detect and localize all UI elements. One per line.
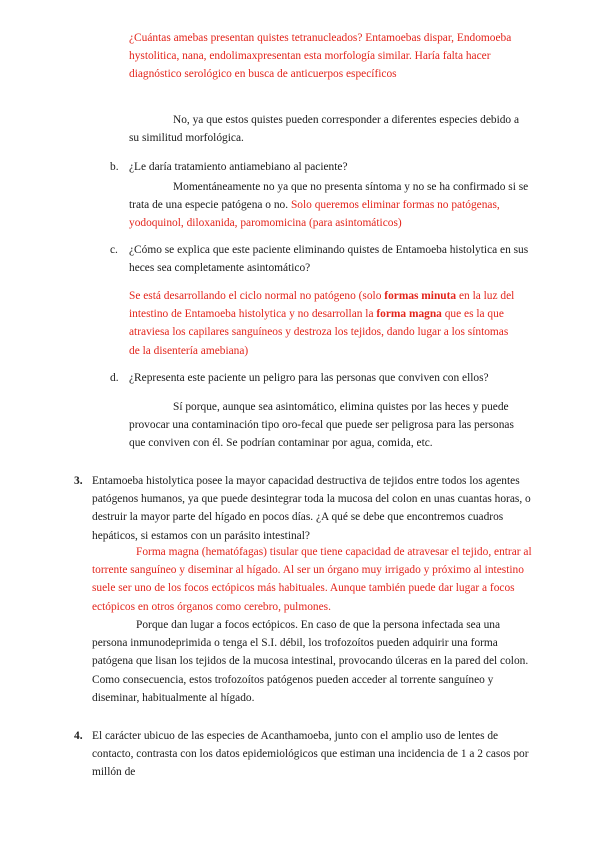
question-b: ¿Le daría tratamiento antiamebiano al paciente? <box>129 161 348 173</box>
item-c-label: c. <box>110 244 118 256</box>
answer-c-red <box>129 287 521 360</box>
section-3-number: 3. <box>74 475 83 487</box>
answer-c-red-3: que es la que atraviesa los capilares sanguíneos y destroza los tejidos, dando lugar a los síntomas de la disentería amebiana) <box>129 308 509 357</box>
answer-c-bold-1: formas minuta <box>384 290 457 302</box>
answer-d: Sí porque, aunque sea asintomático, elimina quistes por las heces y puede provocar una contaminación tipo oro-fecal que puede ser peligrosa para las personas que conviven con él. Se podrían contaminar por agua, comida, etc. <box>129 401 514 450</box>
section-3-answer-red: Forma magna (hematófagas) tisular que tiene capacidad de atravesar el tejido, entrar al torrente sanguíneo y diseminar al hígado. Al ser un órgano muy irrigado y próximo al intestino suele ser uno de los focos ectópicos más habituales. Aunque también puede dar lugar a focos ectópicos en otros órganos como cerebro, pulmones. <box>92 546 532 613</box>
answer-b-red: Solo queremos eliminar formas no patógenas, yodoquinol, diloxanida, paromomicina (para asintomáticos) <box>129 199 500 230</box>
answer-b <box>129 178 529 233</box>
answer-c-red-2: en la luz del intestino de Entamoeba histolytica y no desarrollan la <box>129 290 515 321</box>
item-d-label: d. <box>110 372 119 384</box>
section-3-question: Entamoeba histolytica posee la mayor capacidad destructiva de tejidos entre todos los agentes patógenos humanos, ya que puede desintegrar toda la mucosa del colon en unas cuantas horas, o destruir la mayor parte del hígado en pocos días. ¿A qué se debe que encontremos cuadros hepáticos, si estamos con un parásito intestinal? <box>92 475 531 542</box>
section-4-text: El carácter ubicuo de las especies de Acanthamoeba, junto con el amplio uso de lentes de contacto, contrasta con los datos epidemiológicos que estiman una incidencia de 1 a 2 casos por millón de <box>92 730 529 779</box>
section-3-answer: Porque dan lugar a focos ectópicos. En caso de que la persona infectada sea una persona inmunodeprimida o tenga el S.I. débil, los trofozoítos pueden adquirir una forma patógena que lisan los tejidos de la mucosa intestinal, provocando úlceras en la pared del colon. Como consecuencia, estos trofozoítos patógenos pueden acceder al torrente sanguíneo y diseminar, habitualmente al hígado. <box>92 619 529 704</box>
section-4-number: 4. <box>74 730 83 742</box>
answer-a-red: ¿Cuántas amebas presentan quistes tetranucleados? Entamoebas dispar, Endomoeba hystolitica, nana, endolimaxpresentan esta morfología similar. Haría falta hacer diagnóstico serológico en busca de anticuerpos específicos <box>129 32 512 81</box>
question-c: ¿Cómo se explica que este paciente eliminando quistes de Entamoeba histolytica en sus heces sea completamente asintomático? <box>129 244 529 275</box>
answer-b-text: Momentáneamente no ya que no presenta síntoma y no se ha confirmado si se trata de una especie patógena o no. <box>129 181 529 212</box>
item-b-label: b. <box>110 161 119 173</box>
answer-c-red-1: Se está desarrollando el ciclo normal no patógeno (solo <box>129 290 382 302</box>
answer-c-bold-2: forma magna <box>376 308 442 321</box>
answer-a: No, ya que estos quistes pueden corresponder a diferentes especies debido a su similitud morfológica. <box>129 114 520 145</box>
question-d: ¿Representa este paciente un peligro para las personas que conviven con ellos? <box>129 372 489 384</box>
